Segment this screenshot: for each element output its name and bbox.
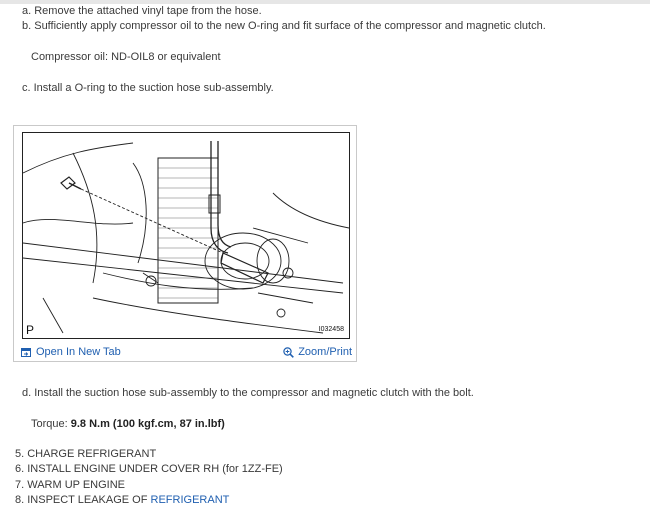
section-7: 7. WARM UP ENGINE: [15, 479, 126, 491]
figure-letter: P: [26, 323, 35, 337]
refrigerant-link[interactable]: REFRIGERANT: [150, 494, 230, 506]
step-b: b. Sufficiently apply compressor oil to the new O-ring and fit surface of the compressor and magnetic clutch.: [22, 20, 546, 32]
section-8: [15, 493, 229, 507]
open-in-new-tab-icon: [21, 347, 32, 358]
figure-illustration[interactable]: [22, 132, 350, 339]
torque-spec: [31, 417, 225, 431]
step-a: a. Remove the attached vinyl tape from the hose.: [22, 5, 262, 17]
compressor-hose-drawing: [23, 133, 349, 338]
torque-value: 9.8 N.m (100 kgf.cm, 87 in.lbf): [70, 418, 225, 430]
step-c: c. Install a O-ring to the suction hose sub-assembly.: [22, 82, 274, 94]
section-8-prefix: 8. INSPECT LEAKAGE OF: [15, 494, 151, 506]
compressor-oil-note: Compressor oil: ND-OIL8 or equivalent: [31, 51, 221, 63]
figure-code: I032458: [318, 326, 344, 333]
torque-label: Torque:: [31, 418, 71, 430]
open-in-new-tab-link[interactable]: [21, 345, 121, 359]
zoom-print-link[interactable]: [283, 345, 352, 359]
open-in-new-tab-label: Open In New Tab: [36, 346, 121, 358]
section-5: 5. CHARGE REFRIGERANT: [15, 448, 157, 460]
section-6: 6. INSTALL ENGINE UNDER COVER RH (for 1ZZ-FE): [15, 463, 283, 475]
step-d: d. Install the suction hose sub-assembly to the compressor and magnetic clutch with the bolt.: [22, 387, 474, 399]
magnifier-plus-icon: [283, 347, 294, 358]
zoom-print-label: Zoom/Print: [298, 346, 352, 358]
figure-card: [13, 125, 357, 362]
